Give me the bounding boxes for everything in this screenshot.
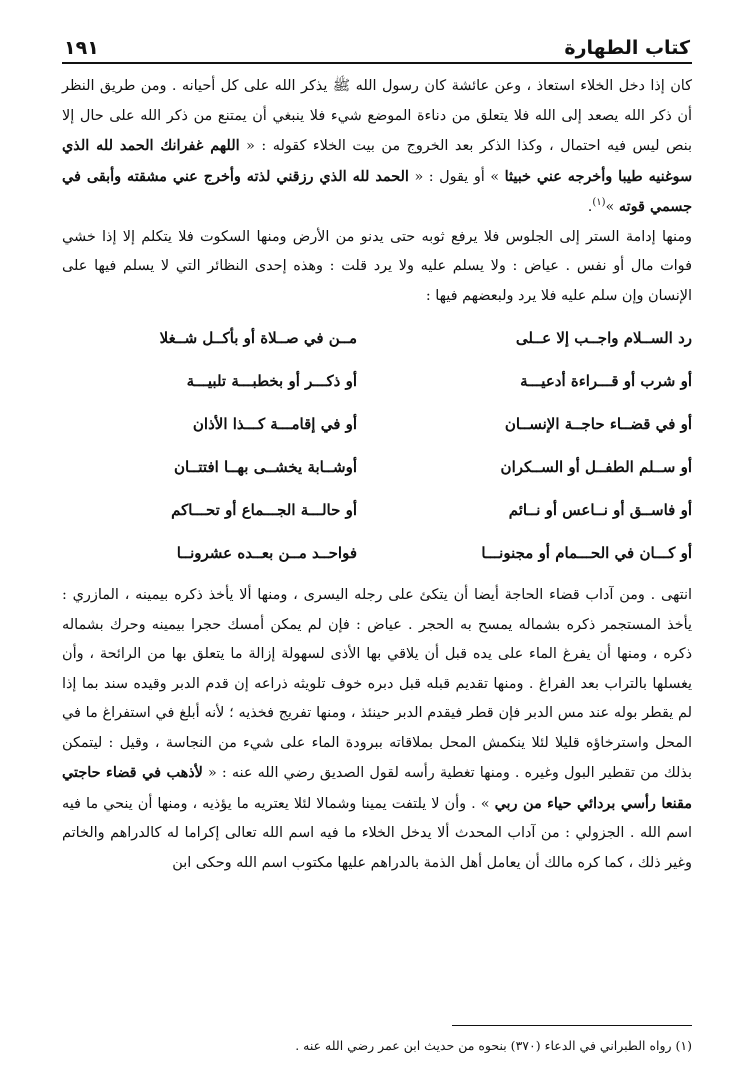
supplication-quote: اللهم غفرانك الحمد لله الذي سوغنيه طيبا وأخرجه عني خبيثا	[62, 137, 692, 185]
poem-verse-first-half: أو ســلم الطفــل أو الســكران	[500, 458, 692, 476]
poem-verse-second-half: فواحــد مــن بعــده عشرونــا	[176, 544, 357, 562]
body-text	[62, 72, 692, 878]
text-segment: .	[587, 199, 593, 215]
text-segment: » أو يقول : «	[408, 168, 505, 185]
text-segment: » . وأن لا يلتفت يمينا وشمالا لئلا يعتريه ما يؤذيه ، ومنها أن ينحي ما فيه اسم الله . الجزولي : من آداب المحدث ألا يدخل الخلاء ما فيه اسم الله تعالى إكراما له كالدراهم والخاتم وغير ذلك ، كما كره مالك أن يعامل أهل الذمة بالدراهم عليها مكتوب اسم الله وحكى ابن	[62, 795, 692, 871]
footnote: (١) رواه الطبراني في الدعاء (٣٧٠) بنحوه من حديث ابن عمر رضي الله عنه .	[295, 1038, 692, 1053]
poem-verse-second-half: أوشــابة يخشــى بهــا افتتــان	[174, 458, 357, 476]
text-segment: انتهى . ومن آداب قضاء الحاجة أيضا أن يتكئ على رجله اليسرى ، ومنها ألا يأخذ ذكره بيمينه ، المازري : يأخذ المستجمر ذكره بشماله يمسح به الحجر . عياض : فإن لم يمكن أمسك حجرا بيمينه وحرك بشماله ذكره ، ومنها أن يفرغ الماء على يده قبل أن يلاقي بها الأذى لسهولة إزالة ما يتعلق بها من الرائحة ، وأن يغسلها بالتراب بعد الفراغ . ومنها تقديم قبله قبل دبره خوف تلويثه ذراعه إن قدم الدبر وقيده سند بما إذا لم يقطر بوله عند مس الدبر فإن قطر فيقدم الدبر حينئذ ، ومنها تفريج فخذيه ؛ لأنه أبلغ في استفراغ ما في المحل واسترخاؤه قليلا لئلا ينكمش المحل بملاقاته ببرودة الماء على شيء من النجاسة ، وقيل : ليتمكن بذلك من تقطير البول وغيره . ومنها تغطية رأسه لقول الصديق رضي الله عنه : «	[62, 587, 692, 781]
poem-verse-second-half: مــن في صــلاة أو بأكــل شــغلا	[159, 329, 357, 347]
poem-verse-first-half: أو في قضــاء حاجــة الإنســان	[504, 415, 692, 433]
paragraph-2	[62, 223, 692, 312]
page	[62, 28, 692, 878]
page-number: ١٩١	[64, 37, 99, 59]
poem-verse-second-half: أو في إقامـــة كـــذا الأذان	[192, 415, 357, 433]
paragraph-1	[62, 72, 692, 223]
text-segment: ومنها إدامة الستر إلى الجلوس فلا يرفع ثوبه حتى يدنو من الأرض ومنها السكوت فلا يتكلم إلا إذا خشي فوات مال أو نفس . عياض : ولا يسلم عليه ولا يرد قلت : وهذه إحدى النظائر التي لا يسلم فيها على الإنسان وإن سلم عليه فلا يرد ولبعضهم فيها :	[62, 228, 692, 304]
quote-abu-bakr: لأذهب في قضاء حاجتي مقنعا رأسي بردائي حياء من ربي	[62, 764, 692, 812]
poem-verse-first-half: أو شرب أو قـــراءة أدعيـــة	[520, 372, 692, 390]
page-header	[62, 28, 692, 64]
paragraph-3	[62, 581, 692, 878]
text-segment: »	[605, 199, 619, 215]
poem-verse-first-half: أو كـــان في الحـــمام أو مجنونـــا	[481, 544, 692, 562]
chapter-title: كتاب الطهارة	[564, 37, 690, 59]
footnote-divider	[452, 1025, 692, 1026]
poem-verse-second-half: أو ذكـــر أو بخطبـــة تلبيـــة	[186, 372, 357, 390]
text-segment: كان إذا دخل الخلاء استعاذ ، وعن عائشة كان رسول الله ﷺ يذكر الله على كل أحيانه . ومن طريق النظر أن ذكر الله يصعد إلى الله فلا يتعلق من دناءة الموضع شيء فلا ينبغي أن يمتنع من ذكر الله على حال إلا بنص ليس فيه احتمال ، وكذا الذكر بعد الخروج من بيت الخلاء كقوله : «	[62, 78, 693, 154]
poem-verse-first-half: رد الســلام واجــب إلا عــلى	[515, 329, 692, 347]
poem-verse-first-half: أو فاســق أو نــاعس أو نــائم	[508, 501, 692, 519]
poem	[62, 317, 692, 575]
supplication-quote: الحمد لله الذي رزقني لذته وأخرج عني مشقته وأبقى في جسمي قوته	[62, 167, 692, 215]
footnote-marker: (١)	[592, 197, 606, 209]
poem-verse-second-half: أو حالـــة الجـــماع أو تحـــاكم	[171, 501, 357, 519]
